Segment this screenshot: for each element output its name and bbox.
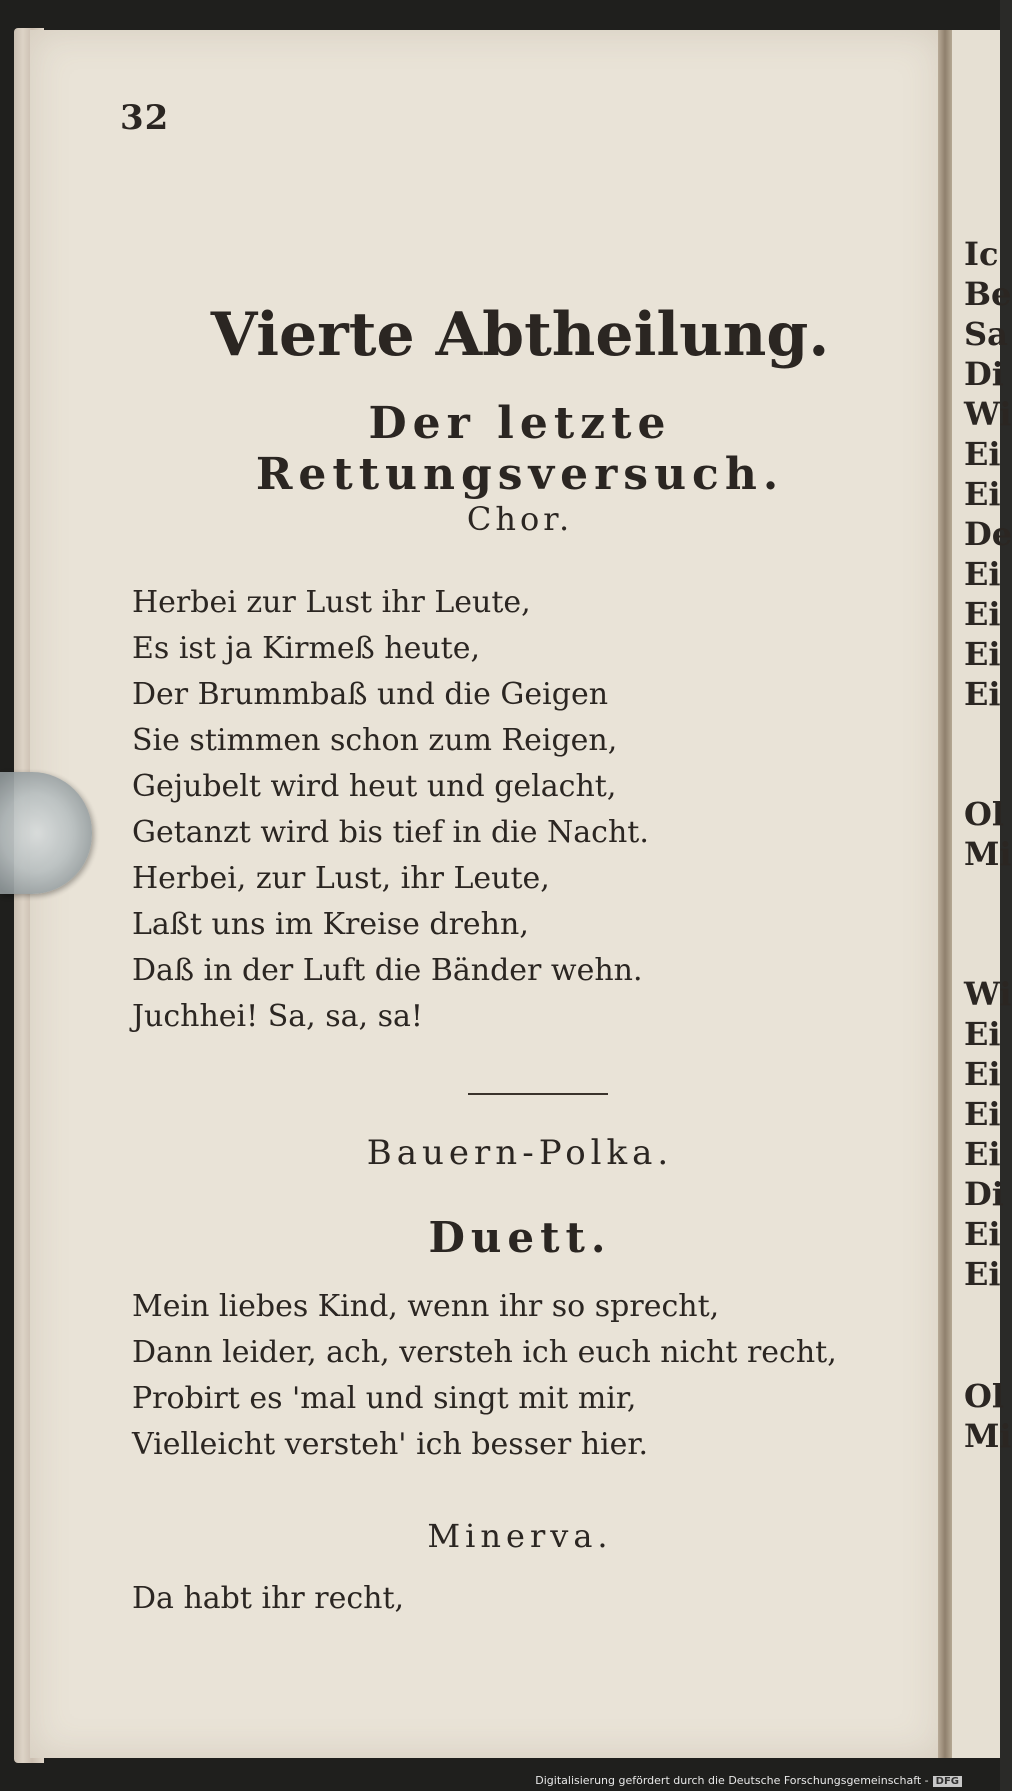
- next-page-fragment: Ei: [964, 1055, 1001, 1093]
- verse-line: Probirt es 'mal und singt mit mir,: [132, 1381, 637, 1416]
- digitization-footer: [535, 1774, 962, 1787]
- polka-heading: Bauern-Polka.: [366, 1133, 674, 1173]
- verse-line: Daß in der Luft die Bänder wehn.: [132, 953, 643, 988]
- verse-line: Laßt uns im Kreise drehn,: [132, 907, 529, 942]
- next-page-fragment: Ic: [964, 235, 999, 273]
- next-page-edge: [952, 30, 1012, 1758]
- next-page-fragment: Ei: [964, 475, 1001, 513]
- next-page-fragment: Sa: [964, 315, 1008, 353]
- section-divider: [468, 1093, 608, 1095]
- next-page-fragment: Ol: [964, 795, 1005, 833]
- next-page-fragment: De: [964, 515, 1012, 553]
- verse-line: Es ist ja Kirmeß heute,: [132, 631, 481, 666]
- next-page-fragment: Ol: [964, 1377, 1005, 1415]
- minerva-verse: [132, 1576, 404, 1622]
- next-page-fragment: Ei: [964, 1135, 1001, 1173]
- next-page-fragment: Mi: [964, 835, 1012, 873]
- duett-heading: Duett.: [428, 1213, 612, 1262]
- page-number: 32: [120, 98, 170, 138]
- next-page-fragment: Wi: [964, 395, 1012, 433]
- next-page-fragment: Be: [964, 275, 1012, 313]
- dfg-logo-icon: DFG: [933, 1776, 962, 1787]
- chor-heading: Chor.: [466, 500, 574, 538]
- verse-line: Juchhei! Sa, sa, sa!: [132, 999, 423, 1034]
- next-page-fragment: Mi: [964, 1417, 1012, 1455]
- verse-line: Sie stimmen schon zum Reigen,: [132, 723, 618, 758]
- verse-line: Der Brummbaß und die Geigen: [132, 677, 609, 712]
- verse-line: Herbei, zur Lust, ihr Leute,: [132, 861, 550, 896]
- verse-line: Herbei zur Lust ihr Leute,: [132, 585, 531, 620]
- duett-verse: [132, 1284, 837, 1468]
- next-page-fragment: Ei: [964, 1015, 1001, 1053]
- next-page-fragment: Ei: [964, 1095, 1001, 1133]
- footer-text: Digitalisierung gefördert durch die Deutsche Forschungsgemeinschaft -: [535, 1774, 929, 1787]
- minerva-heading: Minerva.: [427, 1517, 613, 1555]
- next-page-fragment: Ei: [964, 435, 1001, 473]
- next-page-fragment: Ei: [964, 675, 1001, 713]
- next-page-fragment: Ei: [964, 555, 1001, 593]
- next-page-fragment: Ei: [964, 595, 1001, 633]
- verse-line: Dann leider, ach, versteh ich euch nicht recht,: [132, 1335, 837, 1370]
- verse-line: Gejubelt wird heut und gelacht,: [132, 769, 617, 804]
- book-gutter: [938, 30, 952, 1758]
- verse-line: Da habt ihr recht,: [132, 1581, 405, 1616]
- verse-line: Getanzt wird bis tief in die Nacht.: [132, 815, 649, 850]
- section-title: Vierte Abtheilung.: [210, 300, 830, 370]
- verse-line: Mein liebes Kind, wenn ihr so sprecht,: [132, 1289, 720, 1324]
- section-subtitle: Der letzte Rettungsversuch.: [255, 398, 785, 500]
- next-page-fragment: Ei: [964, 1215, 1001, 1253]
- next-page-fragment: Wi: [964, 975, 1012, 1013]
- verse-line: Vielleicht versteh' ich besser hier.: [132, 1427, 648, 1462]
- next-page-fragment: Ei: [964, 635, 1001, 673]
- next-page-fragment: Ei: [964, 1255, 1001, 1293]
- next-page-fragment: Di: [964, 355, 1004, 393]
- next-page-fragment: Di: [964, 1175, 1004, 1213]
- chor-verse: [132, 580, 649, 1040]
